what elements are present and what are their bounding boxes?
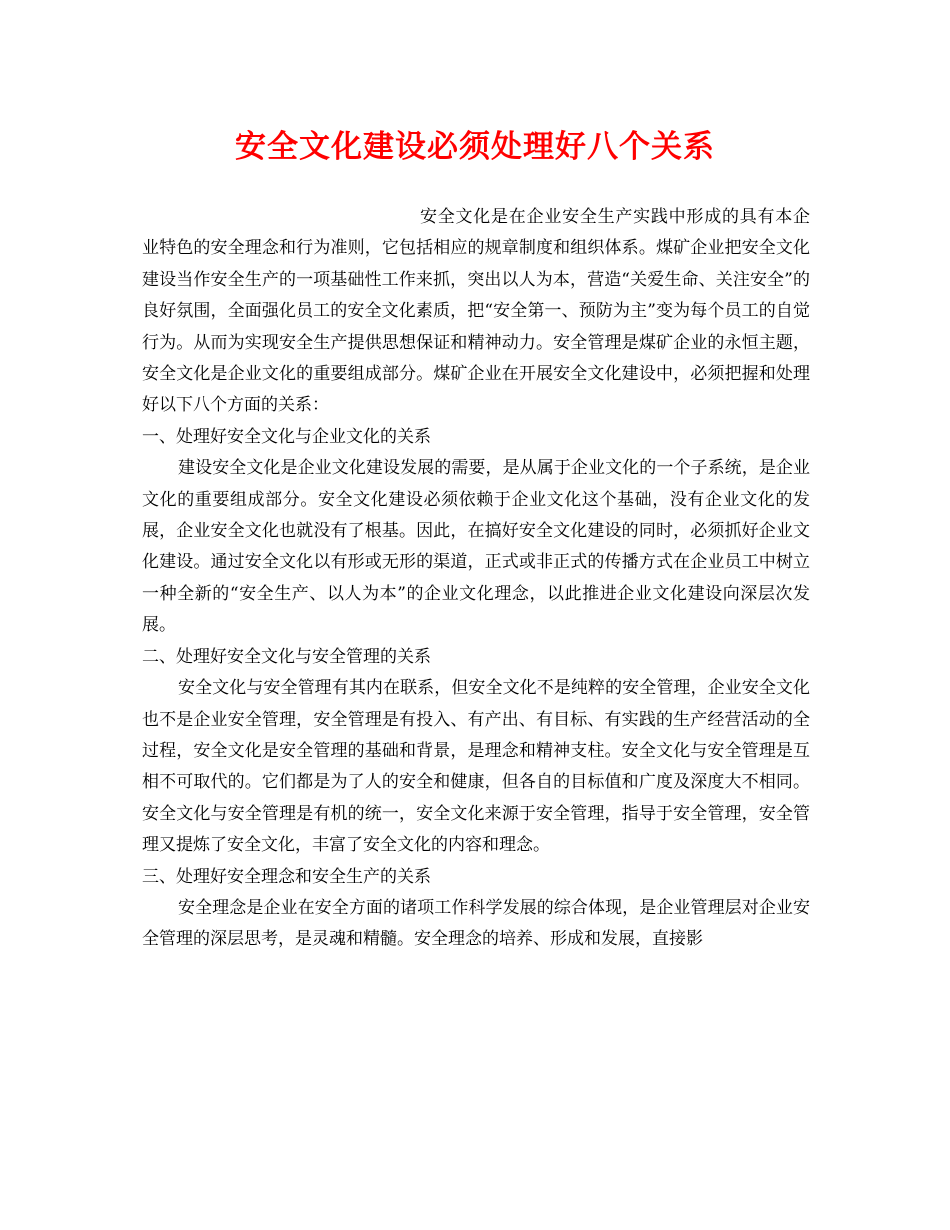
section-paragraph-2: 安全文化与安全管理有其内在联系，但安全文化不是纯粹的安全管理，企业安全文化也不是企业安全管理，安全管理是有投入、有产出、有目标、有实践的生产经营活动的全过程，安全文化是安全管理的基础和背景，是理念和精神支柱。安全文化与安全管理是互相不可取代的。它们都是为了人的安全和健康，但各自的目标值和广度及深度大不相同。安全文化与安全管理是有机的统一，安全文化来源于安全管理，指导于安全管理，安全管理又提炼了安全文化，丰富了安全文化的内容和理念。 bbox=[142, 678, 810, 856]
section-heading-1: 一、处理好安全文化与企业文化的关系 bbox=[142, 426, 431, 447]
section-heading-3: 三、处理好安全理念和安全生产的关系 bbox=[142, 866, 431, 887]
section-paragraph-3: 安全理念是企业在安全方面的诸项工作科学发展的综合体现，是企业管理层对企业安全管理的深层思考，是灵魂和精髓。安全理念的培养、形成和发展，直接影 bbox=[142, 897, 810, 950]
document-title: 安全文化建设必须处理好八个关系 bbox=[235, 129, 715, 165]
section-paragraph-1: 建设安全文化是企业文化建设发展的需要，是从属于企业文化的一个子系统，是企业文化的重要组成部分。安全文化建设必须依赖于企业文化这个基础，没有企业文化的发展，企业安全文化也就没有了根基。因此，在搞好安全文化建设的同时，必须抓好企业文化建设。通过安全文化以有形或无形的渠道，正式或非正式的传播方式在企业员工中树立一种全新的“安全生产、以人为本”的企业文化理念，以此推进企业文化建设向深层次发展。 bbox=[142, 458, 810, 636]
section-heading-2: 二、处理好安全文化与安全管理的关系 bbox=[142, 646, 431, 667]
intro-paragraph: 安全文化是在企业安全生产实践中形成的具有本企业特色的安全理念和行为准则，它包括相应的规章制度和组织体系。煤矿企业把安全文化建设当作安全生产的一项基础性工作来抓，突出以人为本，营造“关爱生命、关注安全”的良好氛围，全面强化员工的安全文化素质，把“安全第一、预防为主”变为每个员工的自觉行为。从而为实现安全生产提供思想保证和精神动力。安全管理是煤矿企业的永恒主题，安全文化是企业文化的重要组成部分。煤矿企业在开展安全文化建设中，必须把握和处理好以下八个方面的关系： bbox=[142, 207, 810, 416]
document-body bbox=[142, 202, 810, 956]
